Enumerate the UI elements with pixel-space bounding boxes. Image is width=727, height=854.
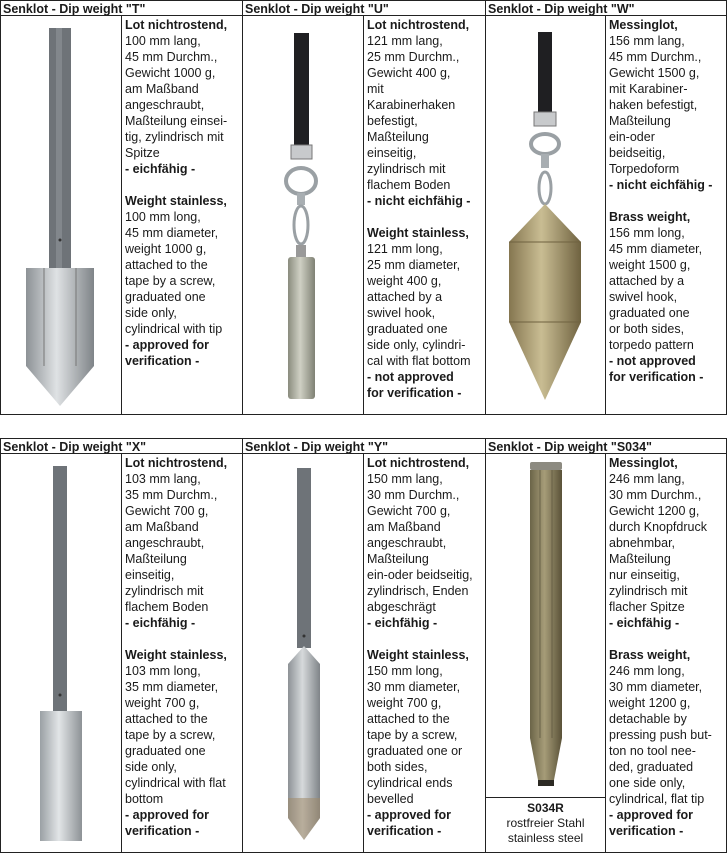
de-line: mit Karabiner- — [609, 82, 688, 96]
en-status: verification - — [367, 824, 442, 838]
en-line: cylindrical with tip — [125, 322, 223, 336]
de-status: - eichfähig - — [125, 162, 196, 176]
en-line: attached to the — [125, 258, 208, 272]
de-title: Lot nichtrostend, — [367, 456, 470, 470]
de-line: abnehmbar, — [609, 536, 676, 550]
header-dip-weight-y: Senklot - Dip weight "Y" — [242, 438, 485, 454]
en-status: verification - — [125, 824, 200, 838]
header-dip-weight-u: Senklot - Dip weight "U" — [242, 0, 485, 16]
de-line: Maßteilung einsei- — [125, 114, 228, 128]
en-line: 121 mm long, — [367, 242, 443, 256]
paragraph-gap — [125, 631, 243, 647]
en-line: graduated one — [125, 744, 206, 758]
de-line: Gewicht 1500 g, — [609, 66, 700, 80]
de-line: angeschraubt, — [125, 98, 205, 112]
de-line: nur einseitig, — [609, 568, 680, 582]
en-title: Weight stainless, — [367, 648, 469, 662]
en-line: weight 1500 g, — [609, 258, 691, 272]
de-line: befestigt, — [367, 114, 418, 128]
en-line: swivel hook, — [367, 306, 436, 320]
en-line: weight 400 g, — [367, 274, 442, 288]
header-dip-weight-s034: Senklot - Dip weight "S034" — [485, 438, 727, 454]
de-status: - nicht eichfähig - — [367, 194, 471, 208]
en-line: tape by a screw, — [125, 728, 216, 742]
en-line: cylindrical, flat tip — [609, 792, 705, 806]
en-status: for verification - — [609, 370, 704, 384]
en-line: both sides, — [367, 760, 428, 774]
en-line: 100 mm long, — [125, 210, 201, 224]
en-title: Weight stainless, — [125, 194, 227, 208]
en-line: graduated one — [125, 290, 206, 304]
de-line: 246 mm lang, — [609, 472, 685, 486]
en-line: torpedo pattern — [609, 338, 694, 352]
en-line: cylindrical with flat — [125, 776, 226, 790]
en-line: weight 1000 g, — [125, 242, 207, 256]
de-line: 35 mm Durchm., — [125, 488, 218, 502]
description-u — [364, 17, 485, 401]
description-x — [122, 455, 243, 839]
de-line: Gewicht 1000 g, — [125, 66, 216, 80]
en-line: 246 mm long, — [609, 664, 685, 678]
de-line: 100 mm lang, — [125, 34, 201, 48]
en-line: cylindrical ends — [367, 776, 453, 790]
de-line: ein-oder beidseitig, — [367, 568, 473, 582]
en-line: 150 mm long, — [367, 664, 443, 678]
en-status: verification - — [125, 354, 200, 368]
description-y — [364, 455, 485, 839]
de-line: angeschraubt, — [367, 536, 447, 550]
de-title: Lot nichtrostend, — [125, 18, 228, 32]
de-line: einseitig, — [125, 568, 175, 582]
en-line: attached by a — [367, 290, 443, 304]
en-line: 30 mm diameter, — [367, 680, 461, 694]
paragraph-gap — [125, 177, 243, 193]
de-line: mit — [367, 82, 384, 96]
de-line: 121 mm lang, — [367, 34, 443, 48]
de-line: 103 mm lang, — [125, 472, 201, 486]
de-line: Maßteilung — [609, 114, 671, 128]
dip-weight-x-image — [34, 466, 88, 844]
description-t — [122, 17, 243, 369]
de-line: zylindrisch mit — [125, 584, 204, 598]
en-line: side only, cylindri- — [367, 338, 466, 352]
de-line: 45 mm Durchm., — [125, 50, 218, 64]
en-line: 30 mm diameter, — [609, 680, 703, 694]
paragraph-gap — [367, 631, 485, 647]
de-line: am Maßband — [125, 520, 199, 534]
en-line: or both sides, — [609, 322, 685, 336]
de-line: zylindrisch mit — [367, 162, 446, 176]
de-title: Lot nichtrostend, — [367, 18, 470, 32]
de-line: flacher Spitze — [609, 600, 685, 614]
en-line: 25 mm diameter, — [367, 258, 461, 272]
en-status: - approved for — [609, 808, 694, 822]
en-line: 35 mm diameter, — [125, 680, 219, 694]
de-line: Maßteilung — [125, 552, 187, 566]
en-line: side only, — [125, 306, 177, 320]
en-status: - not approved — [609, 354, 696, 368]
en-line: swivel hook, — [609, 290, 678, 304]
header-dip-weight-x: Senklot - Dip weight "X" — [0, 438, 242, 454]
en-status: - approved for — [125, 338, 210, 352]
de-line: Torpedoform — [609, 162, 680, 176]
en-line: graduated one or — [367, 744, 463, 758]
en-title: Brass weight, — [609, 210, 691, 224]
de-line: Gewicht 700 g, — [125, 504, 209, 518]
en-line: 156 mm long, — [609, 226, 685, 240]
en-line: one side only, — [609, 776, 686, 790]
en-title: Weight stainless, — [125, 648, 227, 662]
en-line: cal with flat bottom — [367, 354, 471, 368]
en-line: attached by a — [609, 274, 685, 288]
en-line: weight 700 g, — [367, 696, 442, 710]
en-status: verification - — [609, 824, 684, 838]
de-line: Maßteilung — [367, 552, 429, 566]
en-line: 45 mm diameter, — [125, 226, 219, 240]
de-line: 156 mm lang, — [609, 34, 685, 48]
de-title: Lot nichtrostend, — [125, 456, 228, 470]
dip-weight-u-image — [272, 33, 332, 403]
variant-de: rostfreier Stahl — [506, 816, 585, 830]
de-line: Gewicht 1200 g, — [609, 504, 700, 518]
en-status: - approved for — [367, 808, 452, 822]
de-line: angeschraubt, — [125, 536, 205, 550]
de-status: - eichfähig - — [609, 616, 680, 630]
variant-s034r — [486, 801, 605, 846]
en-line: detachable by — [609, 712, 687, 726]
de-line: zylindrisch mit — [609, 584, 688, 598]
en-status: for verification - — [367, 386, 462, 400]
en-line: bottom — [125, 792, 164, 806]
en-line: tape by a screw, — [367, 728, 458, 742]
en-line: weight 1200 g, — [609, 696, 691, 710]
en-line: pressing push but- — [609, 728, 712, 742]
de-line: am Maßband — [125, 82, 199, 96]
en-line: 45 mm diameter, — [609, 242, 703, 256]
en-line: bevelled — [367, 792, 414, 806]
variant-code: S034R — [527, 801, 564, 815]
de-line: tig, zylindrisch mit — [125, 130, 224, 144]
description-w — [606, 17, 727, 385]
de-status: - eichfähig - — [367, 616, 438, 630]
paragraph-gap — [609, 193, 727, 209]
description-s034 — [606, 455, 727, 839]
paragraph-gap — [367, 209, 485, 225]
de-line: Maßteilung — [367, 130, 429, 144]
en-title: Weight stainless, — [367, 226, 469, 240]
dip-weight-t-image — [20, 28, 100, 408]
de-line: 30 mm Durchm., — [609, 488, 702, 502]
en-line: attached to the — [367, 712, 450, 726]
dip-weight-w-image — [507, 32, 587, 402]
de-line: einseitig, — [367, 146, 417, 160]
header-dip-weight-w: Senklot - Dip weight "W" — [485, 0, 727, 16]
de-line: 30 mm Durchm., — [367, 488, 460, 502]
de-line: ein-oder — [609, 130, 655, 144]
de-line: haken befestigt, — [609, 98, 698, 112]
de-line: durch Knopfdruck — [609, 520, 707, 534]
dip-weight-y-image — [280, 468, 330, 842]
de-line: 25 mm Durchm., — [367, 50, 460, 64]
de-line: Gewicht 700 g, — [367, 504, 451, 518]
en-line: ded, graduated — [609, 760, 694, 774]
de-line: Gewicht 400 g, — [367, 66, 451, 80]
de-title: Messinglot, — [609, 456, 678, 470]
variant-en: stainless steel — [507, 831, 584, 845]
de-status: - nicht eichfähig - — [609, 178, 713, 192]
de-line: 45 mm Durchm., — [609, 50, 702, 64]
en-line: tape by a screw, — [125, 274, 216, 288]
paragraph-gap — [609, 631, 727, 647]
en-line: graduated one — [609, 306, 690, 320]
en-line: ton no tool nee- — [609, 744, 696, 758]
de-line: Spitze — [125, 146, 160, 160]
de-line: abgeschrägt — [367, 600, 436, 614]
de-line: beidseitig, — [609, 146, 666, 160]
en-line: attached to the — [125, 712, 208, 726]
de-line: flachem Boden — [125, 600, 209, 614]
de-line: Maßteilung — [609, 552, 671, 566]
de-line: zylindrisch, Enden — [367, 584, 469, 598]
de-line: Karabinerhaken — [367, 98, 456, 112]
en-status: - not approved — [367, 370, 454, 384]
en-line: graduated one — [367, 322, 448, 336]
dip-weight-s034-image — [524, 462, 568, 790]
de-line: 150 mm lang, — [367, 472, 443, 486]
en-title: Brass weight, — [609, 648, 691, 662]
de-line: am Maßband — [367, 520, 441, 534]
en-line: weight 700 g, — [125, 696, 200, 710]
de-status: - eichfähig - — [125, 616, 196, 630]
en-line: side only, — [125, 760, 177, 774]
en-line: 103 mm long, — [125, 664, 201, 678]
de-title: Messinglot, — [609, 18, 678, 32]
en-status: - approved for — [125, 808, 210, 822]
de-line: flachem Boden — [367, 178, 451, 192]
header-dip-weight-t: Senklot - Dip weight "T" — [0, 0, 242, 16]
